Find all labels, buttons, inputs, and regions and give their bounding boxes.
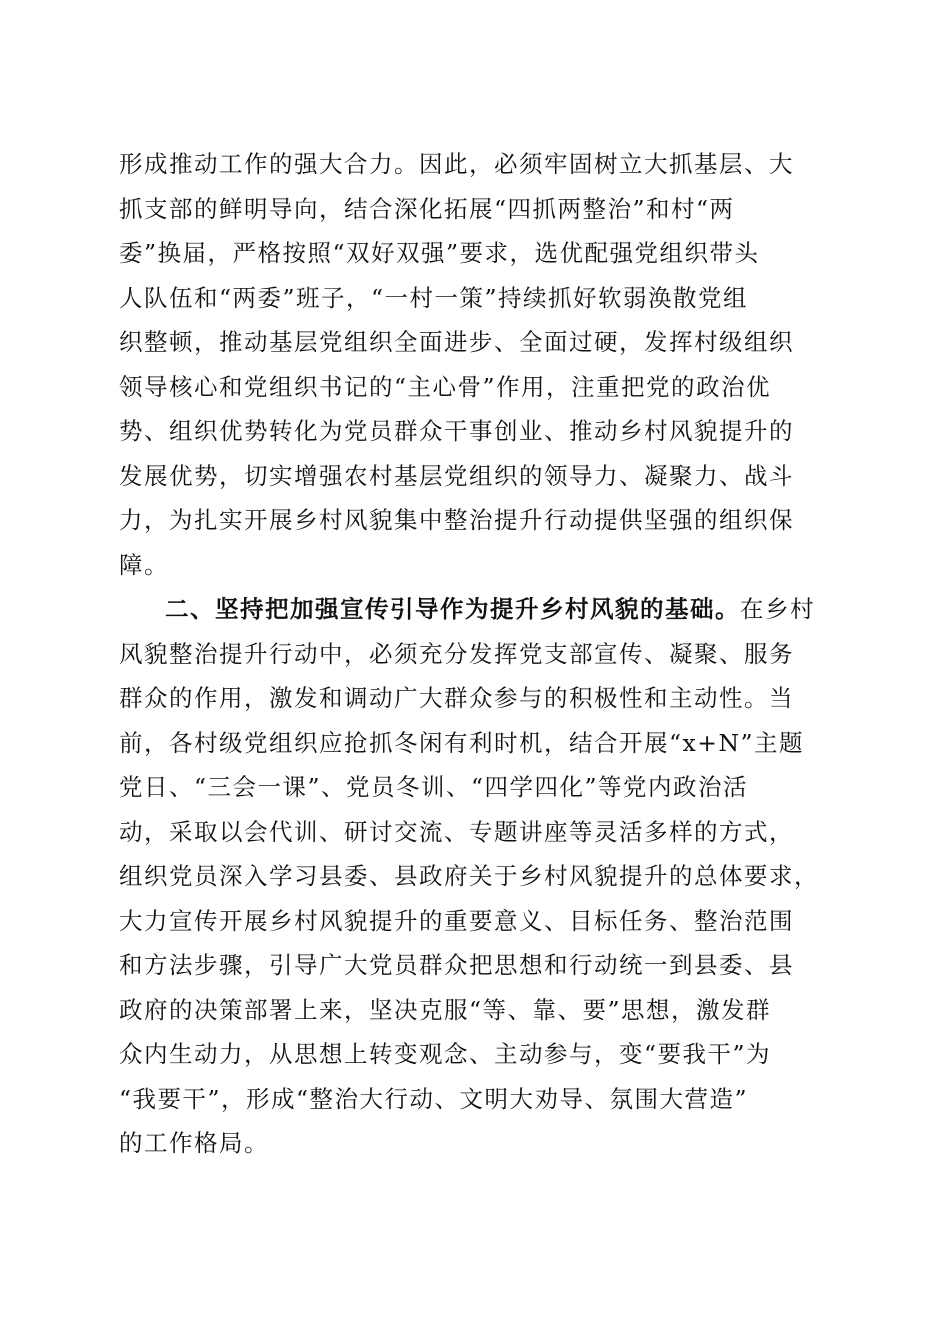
section-heading-line <box>119 587 839 632</box>
section-heading: 二、坚持把加强宣传引导作为提升乡村风貌的基础。 <box>165 595 740 623</box>
text-line: 动，采取以会代训、研讨交流、专题讲座等灵活多样的方式， <box>119 817 794 846</box>
text-line: 大力宣传开展乡村风貌提升的重要意义、目标任务、整治范围 <box>119 906 794 935</box>
text-line: 风貌整治提升行动中，必须充分发挥党支部宣传、凝聚、服务 <box>119 639 794 668</box>
text-line: 委”换届，严格按照“双好双强”要求，选优配强党组织带头 <box>119 239 760 267</box>
text-line: 力，为扎实开展乡村风貌集中整治提升行动提供坚强的组织保 <box>119 506 794 534</box>
text-line: 发展优势，切实增强农村基层党组织的领导力、凝聚力、战斗 <box>119 461 794 490</box>
text-line: 障。 <box>119 550 169 579</box>
document-body <box>119 142 839 1166</box>
text-line: 人队伍和“两委”班子，“一村一策”持续抓好软弱涣散党组 <box>119 283 749 312</box>
text-line: 织整顿，推动基层党组织全面进步、全面过硬，发挥村级组织 <box>119 328 794 356</box>
text-line: 抓支部的鲜明导向，结合深化拓展“四抓两整治”和村“两 <box>119 194 735 223</box>
text-line: 前，各村级党组织应抢抓冬闲有利时机，结合开展“x+N”主题 <box>119 728 805 757</box>
text-line: 势、组织优势转化为党员群众干事创业、推动乡村风貌提升的 <box>119 417 794 445</box>
text-line: 群众的作用，激发和调动广大群众参与的积极性和主动性。当 <box>119 684 794 712</box>
text-line: 政府的决策部署上来，坚决克服“等、靠、要”思想，激发群 <box>119 995 772 1024</box>
text-line: 和方法步骤，引导广大党员群众把思想和行动统一到县委、县 <box>119 951 794 979</box>
text-line: “我要干”，形成“整治大行动、文明大劝导、氛围大营造” <box>119 1084 749 1113</box>
heading-line-rest: 在乡村 <box>740 595 815 623</box>
text-line: 党日、“三会一课”、党员冬训、“四学四化”等党内政治活 <box>119 773 749 801</box>
text-line: 组织党员深入学习县委、县政府关于乡村风貌提升的总体要求， <box>119 862 819 890</box>
text-line: 的工作格局。 <box>119 1129 269 1157</box>
text-line: 形成推动工作的强大合力。因此，必须牢固树立大抓基层、大 <box>119 150 794 178</box>
text-line: 众内生动力，从思想上转变观念、主动参与，变“要我干”为 <box>119 1040 772 1068</box>
text-line: 领导核心和党组织书记的“主心骨”作用，注重把党的政治优 <box>119 372 772 401</box>
